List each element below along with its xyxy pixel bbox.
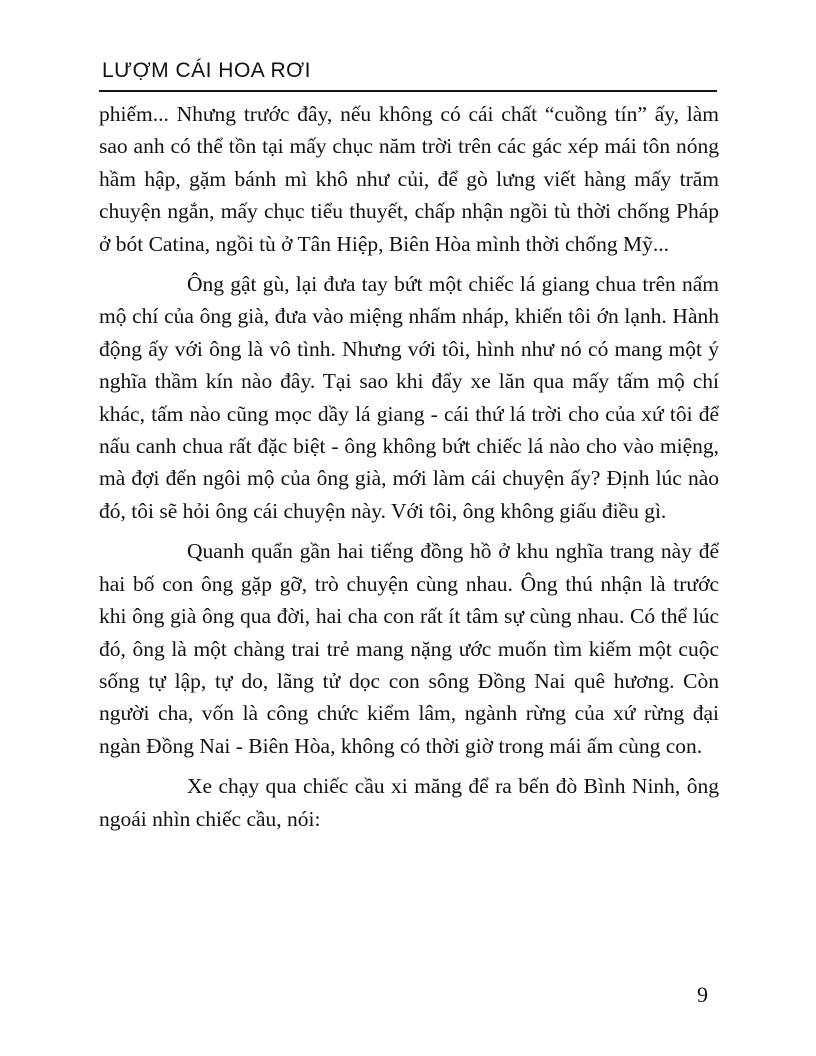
header-title: LƯỢM CÁI HOA RƠI <box>102 59 311 82</box>
paragraph-nghia-trang: Quanh quẩn gần hai tiếng đồng hồ ở khu nghĩa trang này để hai bố con ông gặp gỡ, trò chuyện cùng nhau. Ông thú nhận là trước khi ông già ông qua đời, hai cha con rất ít tâm sự cùng nhau. Có thể lúc đó, ông là một chàng trai trẻ mang nặng ước muốn tìm kiếm một cuộc sống tự lập, tự do, lãng tử dọc con sông Đồng Nai quê hương. Còn người cha, vốn là công chức kiểm lâm, ngành rừng của xứ rừng đại ngàn Đồng Nai - Biên Hòa, không có thời giờ trong mái ấm cùng con. <box>99 539 719 758</box>
paragraph-la-giang: Ông gật gù, lại đưa tay bứt một chiếc lá giang chua trên nấm mộ chí của ông già, đưa vào miệng nhấm nháp, khiến tôi ớn lạnh. Hành động ấy với ông là vô tình. Nhưng với tôi, hình như nó có mang một ý nghĩa thầm kín nào đây. Tại sao khi đẩy xe lăn qua mấy tấm mộ chí khác, tấm nào cũng mọc dầy lá giang - cái thứ lá trời cho của xứ tôi để nấu canh chua rất đặc biệt - ông không bứt chiếc lá nào cho vào miệng, mà đợi đến ngôi mộ của ông già, mới làm cái chuyện ấy? Định lúc nào đó, tôi sẽ hỏi ông cái chuyện này. Với tôi, ông không giấu điều gì. <box>99 272 719 523</box>
paragraph-cau-xi-mang: Xe chạy qua chiếc cầu xi măng để ra bến đò Bình Ninh, ông ngoái nhìn chiếc cầu, nói: <box>99 774 719 831</box>
paragraph-continuation: phiếm... Nhưng trước đây, nếu không có cái chất “cuồng tín” ấy, làm sao anh có thể tồn tại mấy chục năm trời trên các gác xép mái tôn nóng hầm hập, gặm bánh mì khô như củi, để gò lưng viết hàng mấy trăm chuyện ngắn, mấy chục tiểu thuyết, chấp nhận ngồi tù thời chống Pháp ở bót Catina, ngồi tù ở Tân Hiệp, Biên Hòa mình thời chống Mỹ... <box>99 102 719 256</box>
running-header <box>99 52 717 92</box>
body-text <box>99 98 719 843</box>
page-number: 9 <box>697 982 708 1007</box>
